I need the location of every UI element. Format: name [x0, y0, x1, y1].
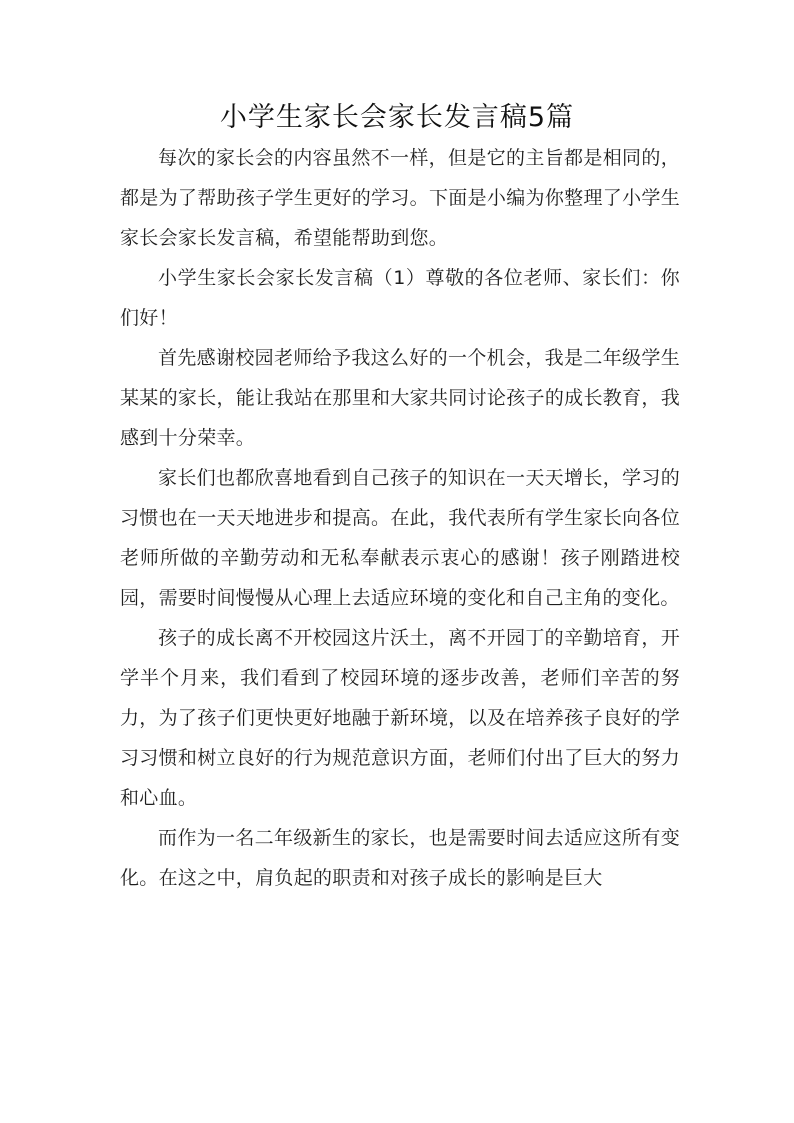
paragraph-thanks: 首先感谢校园老师给予我这么好的一个机会，我是二年级学生某某的家长，能让我站在那里和大家共同讨论孩子的成长教育，我感到十分荣幸。	[120, 347, 680, 449]
paragraph-parent: 而作为一名二年级新生的家长，也是需要时间去适应这所有变化。在这之中，肩负起的职责和对孩子成长的影响是巨大	[120, 827, 680, 889]
document-title: 小学生家长会家长发言稿5篇	[219, 102, 575, 133]
paragraph-intro: 每次的家长会的内容虽然不一样，但是它的主旨都是相同的，都是为了帮助孩子学生更好的学习。下面是小编为你整理了小学生家长会家长发言稿，希望能帮助到您。	[120, 147, 680, 249]
paragraph-school: 孩子的成长离不开校园这片沃土，离不开园丁的辛勤培育，开学半个月来，我们看到了校园环境的逐步改善，老师们辛苦的努力，为了孩子们更快更好地融于新环境，以及在培养孩子良好的学习习惯和树立良好的行为规范意识方面，老师们付出了巨大的努力和心血。	[120, 627, 680, 809]
document-body	[120, 138, 680, 898]
paragraph-progress: 家长们也都欣喜地看到自己孩子的知识在一天天增长，学习的习惯也在一天天地进步和提高。在此，我代表所有学生家长向各位老师所做的辛勤劳动和无私奉献表示衷心的感谢！孩子刚踏进校园，需要时间慢慢从心理上去适应环境的变化和自己主角的变化。	[120, 467, 680, 609]
paragraph-greeting: 小学生家长会家长发言稿（1）尊敬的各位老师、家长们：你们好！	[120, 267, 680, 329]
